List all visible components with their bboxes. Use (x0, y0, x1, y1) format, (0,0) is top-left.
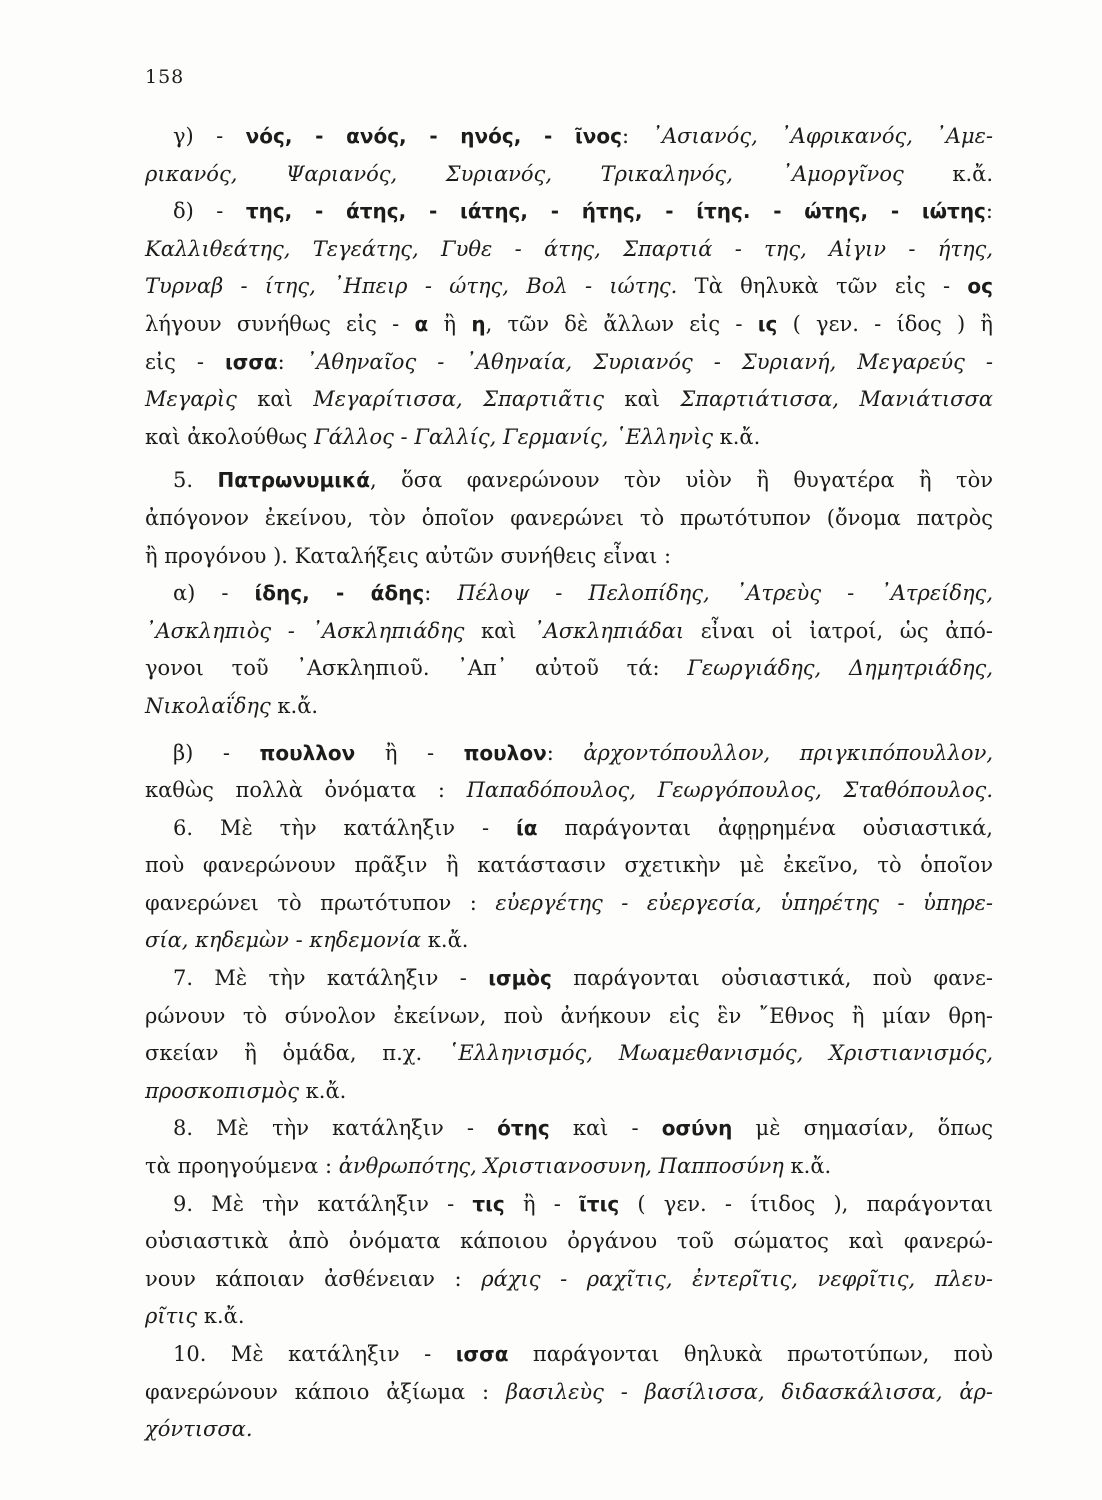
text-line (145, 1223, 993, 1261)
text-line (145, 419, 993, 457)
text-segment: εὐεργέτης - εὐεργεσία, ὑπηρέτης - ὑπηρε- (495, 890, 994, 915)
text-segment: 5. (173, 468, 218, 493)
text-segment: ἢ - (355, 740, 464, 765)
text-segment: ίδης, - άδης (254, 581, 425, 606)
text-line (145, 1298, 993, 1336)
text-segment: ρικανός, Ψαριανός, Συριανός, Τρικαληνός, ᾿Αμοργῖνος (145, 161, 904, 186)
text-segment: Γάλλος - Γαλλίς, Γερμανίς, ῾Ελληνὶς (314, 424, 713, 449)
text-segment: εἶναι οἱ ἰατροί, ὡς ἀπό- (684, 618, 994, 643)
text-segment: μὲ σημασίαν, ὅπως (732, 1116, 993, 1141)
text-segment: : (546, 740, 584, 765)
text-segment: Νικολαΐδης (145, 693, 271, 718)
page-number: 158 (145, 66, 185, 88)
text-segment: α) - (173, 581, 255, 606)
text-segment: Παπαδόπουλος, Γεωργόπουλος, Σταθόπουλος. (466, 778, 993, 803)
text-segment: λήγουν συνήθως εἰς - (145, 311, 415, 336)
text-line (145, 613, 993, 651)
text-segment: ᾿Ασκληπιάδαι (533, 618, 685, 643)
text-segment: ῾Ελληνισμός, Μωαμεθανισμός, Χριστιανισμός, (447, 1041, 993, 1066)
text-segment: ἀνθρωπότης, Χριστιανοσυνη, Παπποσύνη (338, 1154, 784, 1179)
text-body (145, 118, 993, 1449)
text-segment: κ.ἄ. (197, 1304, 245, 1329)
text-segment: ἢ (428, 311, 472, 336)
text-segment: πουλον (463, 740, 547, 765)
text-segment: κ.ἄ. (270, 693, 319, 718)
text-segment: ἀρχοντόπουλλον, πριγκιπόπουλλον, (583, 740, 994, 765)
text-segment: τις (472, 1191, 505, 1216)
text-line (145, 344, 993, 382)
text-segment: οὐσιαστικὰ ἀπὸ ὀνόματα κάποιου ὀργάνου τοῦ σώματος καὶ φανερώ- (145, 1229, 993, 1254)
text-segment: γ) - (173, 124, 246, 148)
text-segment: ( γεν. - ίδος ) ἢ (777, 311, 994, 336)
text-line (145, 1186, 993, 1224)
text-segment: η (471, 311, 486, 336)
text-segment: , ὅσα φανερώνουν τὸν υἱὸν ἢ θυγατέρα ἢ τὸν (370, 468, 993, 493)
text-line (145, 1110, 993, 1148)
text-segment: ος (967, 274, 994, 299)
text-line (145, 575, 993, 613)
text-segment: παράγονται θηλυκὰ πρωτοτύπων, ποὺ (508, 1342, 993, 1366)
text-segment: α (414, 311, 429, 336)
text-segment: ισσα (224, 349, 278, 374)
text-line (145, 1261, 993, 1299)
text-segment: χόντισσα. (145, 1417, 253, 1442)
text-segment: καὶ (603, 387, 681, 412)
text-line (145, 885, 993, 923)
text-line (145, 810, 993, 848)
text-segment: πουλλον (259, 740, 356, 765)
text-line (145, 960, 993, 998)
text-line (145, 688, 993, 726)
text-segment: της, - άτης, - ιάτης, - ήτης, - ίτης. - ώτης, - ιώτης (245, 199, 986, 224)
text-segment: 7. Μὲ τὴν κατάληξιν - (173, 966, 489, 991)
text-segment: 6. Μὲ τὴν κατάληξιν - (173, 815, 516, 840)
text-segment: : (985, 199, 993, 224)
text-segment: ἢ προγόνου ). Καταλήξεις αὐτῶν συνήθεις εἶναι : (145, 543, 672, 568)
text-segment: Μεγαρὶς (145, 387, 237, 412)
text-segment: ῖτις (579, 1191, 620, 1216)
text-segment: βασιλεὺς - βασίλισσα, διδασκάλισσα, ἀρ- (505, 1379, 993, 1404)
text-segment: ισσα (455, 1342, 509, 1366)
text-segment: οσύνη (661, 1116, 733, 1141)
text-segment: κ.ἄ. (903, 161, 993, 186)
text-segment: ᾿Ασκληπιὸς - ᾿Ασκληπιάδης (145, 618, 465, 643)
text-segment: ία (516, 815, 538, 840)
text-segment: : (622, 124, 652, 148)
text-line (145, 500, 993, 538)
text-line (145, 1374, 993, 1412)
text-segment: ἀπόγονον ἐκείνου, τὸν ὁποῖον φανερώνει τὸ πρωτότυπον (ὄνομα πατρὸς (145, 505, 993, 530)
text-segment: : (277, 349, 306, 374)
text-line (145, 156, 993, 194)
text-segment: ᾿Αθηναῖος - ᾿Αθηναία, Συριανός - Συριανή, Μεγαρεύς - (305, 349, 993, 374)
text-segment: καὶ ἀκολούθως (145, 424, 315, 449)
text-segment: προσκοπισμὸς (145, 1078, 299, 1103)
text-line (145, 306, 993, 344)
text-line (145, 381, 993, 419)
text-line (145, 118, 993, 156)
text-line (145, 650, 993, 688)
text-segment: κ.ἄ. (712, 424, 761, 449)
text-segment: γονοι τοῦ ᾿Ασκληπιοῦ. ᾿Απ᾿ αὐτοῦ τά: (145, 656, 688, 681)
text-segment: σία, κηδεμὼν - κηδεμονία (145, 928, 422, 953)
text-segment: ισμὸς (488, 966, 552, 991)
text-segment: καθὼς πολλὰ ὀνόματα : (145, 778, 467, 803)
text-segment: νός, - ανός, - ηνός, - ῖνος (245, 124, 623, 148)
text-segment: εἰς - (145, 349, 225, 374)
text-segment: ρῖτις (145, 1304, 198, 1329)
text-line (145, 922, 993, 960)
text-line (145, 462, 993, 500)
text-segment: καὶ (236, 387, 314, 412)
text-segment: τὰ προηγούμενα : (145, 1154, 339, 1179)
text-line (145, 193, 993, 231)
text-segment: Καλλιθεάτης, Τεγεάτης, Γυθε - άτης, Σπαρτιά - της, Αἰγιν - ήτης, (145, 236, 993, 261)
text-segment: ρώνουν τὸ σύνολον ἐκείνων, ποὺ ἀνήκουν εἰς ἓν ῎Εθνος ἢ μίαν θρη- (145, 1003, 993, 1028)
text-segment: Γεωργιάδης, Δημητριάδης, (687, 656, 993, 681)
text-segment: σκείαν ἢ ὁμάδα, π.χ. (145, 1041, 448, 1066)
text-line (145, 1336, 993, 1374)
text-segment: καὶ - (549, 1116, 662, 1141)
text-segment: Μεγαρίτισσα, Σπαρτιᾶτις (313, 387, 604, 412)
text-line (145, 231, 993, 269)
text-line (145, 998, 993, 1036)
text-segment: 8. Μὲ τὴν κατάληξιν - (173, 1116, 498, 1141)
text-segment: Πατρωνυμικά (217, 468, 370, 493)
text-segment: παράγονται ἀφῃρημένα οὐσιαστικά, (537, 815, 993, 840)
text-line (145, 772, 993, 810)
text-segment: ις (757, 311, 778, 336)
text-segment: β) - (173, 740, 260, 765)
text-segment: ᾿Ασιανός, ᾿Αφρικανός, ᾿Αμε- (651, 124, 993, 148)
text-segment: κ.ἄ. (421, 928, 469, 953)
text-segment: , τῶν δὲ ἄλλων εἰς - (485, 311, 758, 336)
text-segment: ( γεν. - ίτιδος ), παράγονται (619, 1191, 994, 1216)
text-segment: παράγονται οὐσιαστικά, ποὺ φανε- (551, 966, 993, 991)
text-segment: ράχις - ραχῖτις, ἐντερῖτις, νεφρῖτις, πλευ- (481, 1266, 994, 1291)
text-segment: Σπαρτιάτισσα, Μανιάτισσα (680, 387, 993, 412)
text-segment: καὶ (464, 618, 534, 643)
text-segment: κ.ἄ. (783, 1154, 832, 1179)
text-segment: 10. Μὲ κατάληξιν - (173, 1342, 456, 1366)
text-segment: νουν κάποιαν ἀσθένειαν : (145, 1266, 482, 1291)
text-line (145, 268, 993, 306)
text-segment: φανερώνει τὸ πρωτότυπον : (145, 890, 496, 915)
text-line (145, 847, 993, 885)
text-segment: Τὰ θηλυκὰ τῶν εἰς - (677, 274, 968, 299)
text-line (145, 1148, 993, 1186)
text-segment: δ) - (173, 199, 246, 224)
text-segment: Πέλοψ - Πελοπίδης, ᾿Ατρεὺς - ᾿Ατρείδης, (457, 581, 993, 606)
text-line (145, 1035, 993, 1073)
text-segment: κ.ἄ. (298, 1078, 347, 1103)
text-segment: φανερώνουν κάποιο ἀξίωμα : (145, 1379, 506, 1404)
text-line (145, 735, 993, 773)
text-segment: ότης (497, 1116, 550, 1141)
text-segment: ποὺ φανερώνουν πρᾶξιν ἢ κατάστασιν σχετικὴν μὲ ἐκεῖνο, τὸ ὁποῖον (145, 853, 993, 878)
text-segment: ἢ - (504, 1191, 580, 1216)
text-segment: : (424, 581, 458, 606)
text-line (145, 1073, 993, 1111)
text-segment: 9. Μὲ τὴν κατάληξιν - (173, 1191, 473, 1216)
text-line (145, 538, 993, 576)
text-segment: Τυρναβ - ίτης, ᾿Ηπειρ - ώτης, Βολ - ιώτης. (145, 274, 678, 299)
text-line (145, 1411, 993, 1449)
